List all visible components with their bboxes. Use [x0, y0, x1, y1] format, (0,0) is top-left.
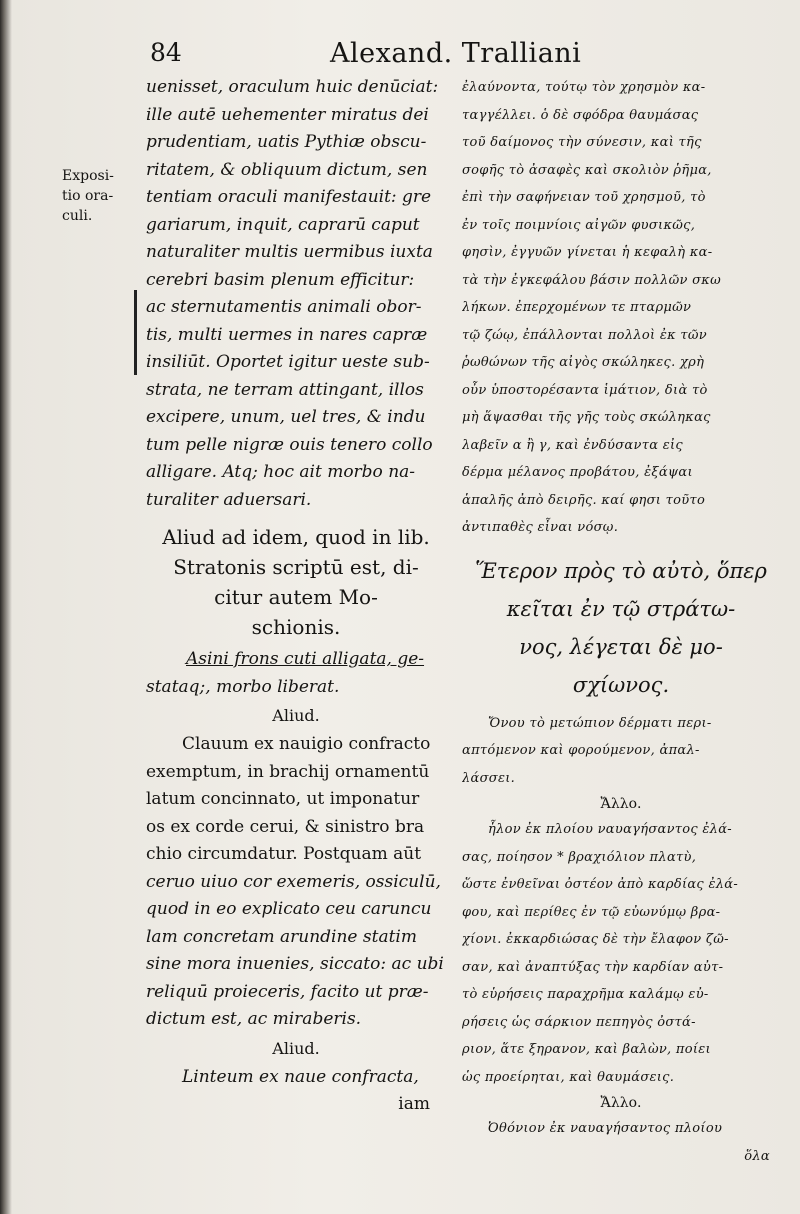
greek-line: σας, ποίησον * βραχιόλιον πλατὺ, [462, 849, 697, 865]
greek-line: απτόμενον καὶ φορούμενον, ἀπαλ- [462, 743, 700, 758]
latin-line: ille autē uehementer miratus dei [146, 104, 429, 125]
greek-line: ἁπαλῆς ἀπὸ δειρῆς. καί φησι τοῦτο [462, 492, 706, 508]
latin-line: tis, multi uermes in nares capræ [146, 324, 428, 345]
margin-note [62, 166, 142, 226]
latin-line: reliquū proieceris, facito ut præ- [146, 981, 429, 1002]
latin-line: turaliter aduersari. [146, 489, 312, 510]
latin-line: os ex corde cerui, & sinistro bra [146, 816, 425, 837]
latin-section-heading: Aliud ad idem, quod in lib. [162, 525, 430, 549]
running-title: Alexand. Tralliani [330, 38, 582, 69]
greek-line: μὴ ἅψασθαι τῆς γῆς τοὺς σκώληκας [462, 410, 711, 425]
margin-note-line: Exposi- [62, 168, 114, 184]
greek-section-heading: σχίωνος. [572, 672, 670, 697]
latin-section-heading: Stratonis scriptū est, di- [173, 555, 419, 579]
latin-line: ac sternutamentis animali obor- [146, 297, 422, 317]
greek-line: ρήσεις ὡς σάρκιον πεπηγὸς ὀστά- [462, 1014, 696, 1030]
greek-section-heading: κεῖται ἐν τῷ στράτω- [506, 596, 736, 621]
latin-column [146, 74, 446, 1119]
subheading-aliud: Aliud. [272, 1038, 320, 1058]
greek-line: τὰ τὴν ἐγκεφάλου βάσιν πολλῶν σκω [462, 272, 722, 288]
latin-line: latum concinnato, ut imponatur [146, 789, 420, 809]
margin-note-line: culi. [62, 208, 93, 224]
greek-line: τῷ ζώῳ, ἐπάλλονται πολλοὶ ἐκ τῶν [462, 327, 707, 343]
latin-line: tentiam oraculi manifestauit: gre [146, 187, 432, 207]
latin-line: alligare. Atq; hoc ait morbo na- [146, 462, 416, 482]
greek-section-heading: Ἕτερον πρὸς τὸ αὐτὸ, ὅπερ [475, 558, 767, 583]
greek-line: ὥστε ἐνθεῖναι ὀστέον ἀπὸ καρδίας ἐλά- [462, 877, 739, 892]
catchword: ὅλα [744, 1148, 770, 1164]
latin-line: exemptum, in brachij ornamentū [146, 761, 430, 782]
latin-line: dictum est, ac miraberis. [146, 1009, 362, 1029]
greek-line: ἧλον ἐκ πλοίου ναυαγήσαντος ἐλά- [488, 822, 732, 837]
greek-line: ὡς προείρηται, καὶ θαυμάσεις. [462, 1069, 675, 1085]
latin-line: chio circumdatur. Postquam aūt [146, 844, 422, 864]
subheading-allo: Ἄλλο. [600, 1095, 642, 1111]
latin-line: cerebri basim plenum efficitur: [146, 269, 415, 290]
page-number: 84 [150, 38, 182, 67]
latin-line: sine mora inuenies, siccato: ac ubi [146, 954, 444, 974]
greek-line: φησὶν, ἐγγυῶν γίνεται ἡ κεφαλὴ κα- [462, 245, 713, 260]
latin-line: tum pelle nigræ ouis tenero collo [146, 434, 433, 455]
latin-line: prudentiam, uatis Pythiæ obscu- [146, 132, 427, 152]
latin-line: Clauum ex nauigio confracto [182, 734, 431, 754]
greek-line: τοῦ δαίμονος τὴν σύνεσιν, καὶ τῆς [462, 135, 702, 150]
latin-section-heading: citur autem Mo- [214, 585, 378, 609]
latin-section-heading: schionis. [251, 615, 341, 639]
greek-line: τὸ εὑρήσεις παραχρῆμα καλάμῳ εὐ- [462, 987, 709, 1002]
greek-line: ἀντιπαθὲς εἶναι νόσῳ. [462, 520, 619, 535]
latin-line: strata, ne terram attingant, illos [146, 379, 424, 400]
greek-line: δέρμα μέλανος προβάτου, ἐξάψαι [462, 465, 693, 480]
latin-line: quod in eo explicato ceu caruncu [146, 899, 432, 919]
greek-line: φου, καὶ περίθες ἐν τῷ εὐωνύμῳ βρα- [462, 904, 721, 920]
page-header [0, 38, 800, 78]
latin-line: stataq;, morbo liberat. [146, 676, 340, 697]
latin-line: ceruo uiuo cor exemeris, ossiculū, [146, 871, 441, 892]
latin-line: naturaliter multis uermibus iuxta [146, 242, 433, 262]
greek-line: ταγγέλλει. ὁ δὲ σφόδρα θαυμάσας [462, 107, 699, 123]
greek-line: λάσσει. [462, 770, 516, 786]
greek-line: χίονι. ἐκκαρδιώσας δὲ τὴν ἔλαφον ζῶ- [462, 932, 729, 947]
greek-line: σαν, καὶ ἀναπτύξας τὴν καρδίαν αὐτ- [462, 959, 724, 975]
subheading-allo: Ἄλλο. [600, 796, 642, 812]
latin-line: insiliūt. Oportet igitur ueste sub- [146, 352, 430, 372]
greek-line: λήκων. ἐπερχομένων τε πταρμῶν [462, 300, 692, 315]
latin-line: lam concretam arundine statim [146, 926, 417, 947]
greek-line: Ὄνου τὸ μετώπιον δέρματι περι- [488, 715, 712, 731]
greek-line: ἐλαύνοντα, τούτῳ τὸν χρησμὸν κα- [462, 80, 706, 95]
marginal-bracket [134, 290, 137, 375]
greek-line: ἐπὶ τὴν σαφήνειαν τοῦ χρησμοῦ, τὸ [462, 190, 706, 205]
greek-line: ἐν τοῖς ποιμνίοις αἰγῶν φυσικῶς, [462, 217, 696, 233]
greek-line: ριον, ἅτε ξηρανον, καὶ βαλὼν, ποίει [462, 1042, 711, 1057]
latin-line: uenisset, oraculum huic denūciat: [146, 77, 439, 97]
greek-section-heading: νος, λέγεται δὲ μο- [519, 634, 723, 659]
catchword: iam [398, 1094, 430, 1114]
latin-line: Linteum ex naue confracta, [182, 1066, 419, 1087]
greek-line: Ὀθόνιον ἐκ ναυαγήσαντος πλοίου [488, 1121, 723, 1136]
underlined-text: Asini frons cuti alligata, ge- [186, 649, 425, 669]
latin-line: excipere, unum, uel tres, & indu [146, 407, 426, 427]
greek-line: σοφῆς τὸ ἀσαφὲς καὶ σκολιὸν ῥῆμα, [462, 162, 712, 178]
latin-line: ritatem, & obliquum dictum, sen [146, 159, 428, 180]
subheading-aliud: Aliud. [272, 706, 320, 725]
greek-line: λαβεῖν α ἢ γ, καὶ ἐνδύσαντα εἰς [462, 437, 683, 453]
greek-line: ῥωθώνων τῆς αἰγὸς σκώληκες. χρὴ [462, 355, 705, 370]
margin-note-line: tio ora- [62, 188, 114, 204]
greek-column [462, 74, 780, 1170]
latin-line: gariarum, inquit, caprarū caput [146, 214, 420, 235]
greek-line: οὖν ὑποστορέσαντα ἱμάτιον, διὰ τὸ [462, 382, 708, 398]
latin-line [146, 646, 446, 674]
